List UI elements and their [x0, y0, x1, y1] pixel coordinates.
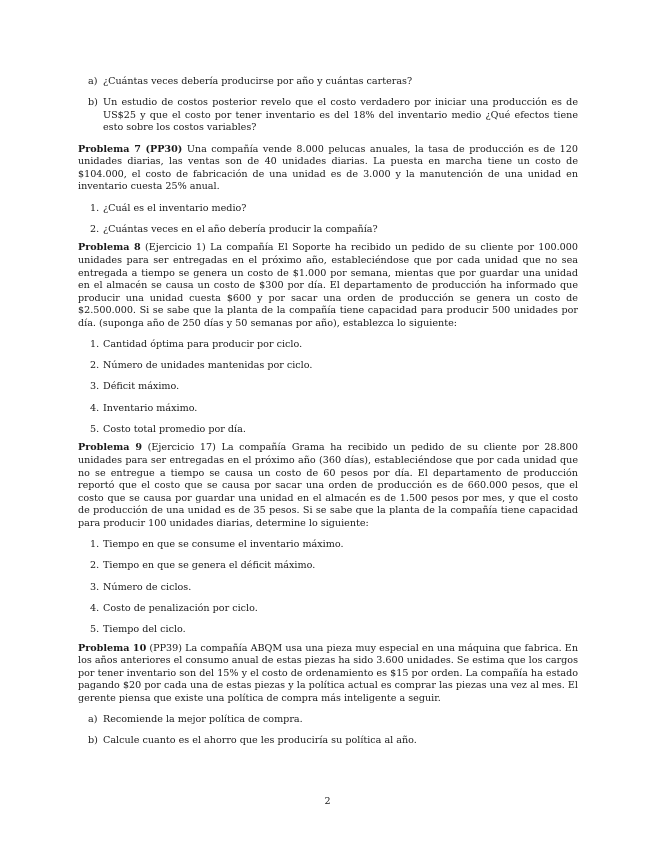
list-item [78, 97, 578, 135]
item-marker: 3. [90, 381, 100, 393]
list-item [78, 582, 578, 595]
item-marker: 1. [90, 202, 100, 214]
item-marker: 4. [90, 402, 100, 414]
item-text: ¿Cuál es el inventario medio? [103, 202, 247, 214]
list-item [78, 339, 578, 352]
item-text: Tiempo en que se consume el inventario máximo. [103, 539, 344, 551]
item-text: Déficit máximo. [103, 381, 180, 393]
list-item [78, 539, 578, 552]
item-marker: 4. [90, 602, 100, 614]
problem-ref: (Ejercicio 1) [145, 242, 206, 254]
item-text: ¿Cuántas veces debería producirse por año y cuántas carteras? [103, 76, 413, 87]
item-marker: b) [88, 97, 98, 109]
problem-label: Problema 10 [78, 642, 147, 654]
list-item [78, 560, 578, 573]
problem-10 [78, 643, 578, 706]
problem-label: Problema 7 [78, 143, 141, 155]
problem-ref: (PP39) [149, 642, 183, 654]
item-marker: 1. [90, 339, 100, 351]
problem-text: La compañía El Soporte ha recibido un pedido de su cliente por 100.000 unidades para ser entregadas en el próximo año, estableciéndose que por cada unidad que no sea entregada a tiempo se genera un costo de $1.000 por semana, mientas que por guardar una unidad en el almacén se causa un costo de $300 por día. El departamento de producción ha informado que producir una unidad cuesta $600 y por sacar una orden de producción se genera un costo de $2.500.000. Si se sabe que la planta de la compañía tiene capacidad para producir 500 unidades por día. (suponga año de 250 días y 50 semanas por año), establezca lo siguiente: [78, 242, 578, 329]
document-page [78, 76, 578, 756]
list-item [78, 381, 578, 394]
item-marker: 3. [90, 581, 100, 593]
item-text: Número de ciclos. [103, 581, 192, 593]
item-text: ¿Cuántas veces en el año debería producir la compañía? [103, 223, 378, 235]
item-marker: 1. [90, 539, 100, 551]
item-text: Recomiende la mejor política de compra. [103, 714, 303, 726]
item-text: Tiempo del ciclo. [103, 623, 186, 635]
item-text: Cantidad óptima para producir por ciclo. [103, 339, 303, 351]
item-marker: 2. [90, 223, 100, 235]
item-marker: a) [88, 714, 98, 726]
list-item [78, 360, 578, 373]
page-number: 2 [324, 796, 331, 807]
problem-text: La compañía Grama ha recibido un pedido de su cliente por 28.800 unidades para ser entregadas en el próximo año (360 días), estableciéndose que por cada unidad que no se entregue a tiempo se causa un costo de 60 pesos por día. El departamento de producción reportó que el costo que se causa por sacar una orden de producción es de 660.000 pesos, que el costo que se causa por guardar una unidad en el almacén es de 1.500 pesos por mes, y que el costo de producción de una unidad es de 35 pesos. Si se sabe que la planta de la compañía tiene capacidad para producir 100 unidades diarias, determine lo siguiente: [78, 442, 578, 529]
item-marker: a) [88, 76, 98, 87]
list-item [78, 403, 578, 416]
item-text: Inventario máximo. [103, 402, 198, 414]
problem-text: La compañía ABQM usa una pieza muy especial en una máquina que fabrica. En los años anteriores el consumo anual de estas piezas ha sido 3.600 unidades. Se estima que los cargos por tener inventario son del 15% y el costo de ordenamiento es $15 por orden. La compañía ha estado pagando $20 por cada una de estas piezas y la política actual es comprar las piezas una vez al mes. El gerente piensa que existe una política de compra más inteligente a seguir. [78, 642, 578, 704]
item-marker: 2. [90, 560, 100, 572]
problem-label: Problema 8 [78, 242, 141, 254]
list-item [78, 424, 578, 437]
list-item [78, 203, 578, 216]
item-text: Calcule cuanto es el ahorro que les produciría su política al año. [103, 735, 417, 747]
item-text: Costo de penalización por ciclo. [103, 602, 258, 614]
item-marker: 2. [90, 360, 100, 372]
problem-8 [78, 242, 578, 330]
problem-ref: (Ejercicio 17) [147, 442, 216, 454]
list-item [78, 714, 578, 727]
item-marker: b) [88, 735, 98, 747]
problem-7 [78, 144, 578, 194]
problem-text: Una compañía vende 8.000 pelucas anuales, la tasa de producción es de 120 unidades diarias, las ventas son de 40 unidades diarias. La puesta en marcha tiene un costo de $104.000, el costo de fabricación de una unidad es de 3.000 y la manutención de una unidad en inventario cuesta 25% anual. [78, 143, 578, 193]
problem-label: Problema 9 [78, 442, 143, 454]
item-text: Número de unidades mantenidas por ciclo. [103, 360, 313, 372]
item-marker: 5. [90, 423, 100, 435]
list-item [78, 603, 578, 616]
list-item [78, 76, 578, 89]
problem-9 [78, 442, 578, 530]
item-text: Costo total promedio por día. [103, 423, 246, 435]
item-text: Un estudio de costos posterior revelo que el costo verdadero por iniciar una producción es de US$25 y que el costo por tener inventario es del 18% del inventario medio ¿Qué efectos tiene esto sobre los costos variables? [103, 97, 578, 134]
list-item [78, 224, 578, 237]
list-item [78, 735, 578, 748]
item-marker: 5. [90, 623, 100, 635]
list-item [78, 624, 578, 637]
problem-ref: (PP30) [145, 143, 183, 155]
item-text: Tiempo en que se genera el déficit máximo. [103, 560, 316, 572]
